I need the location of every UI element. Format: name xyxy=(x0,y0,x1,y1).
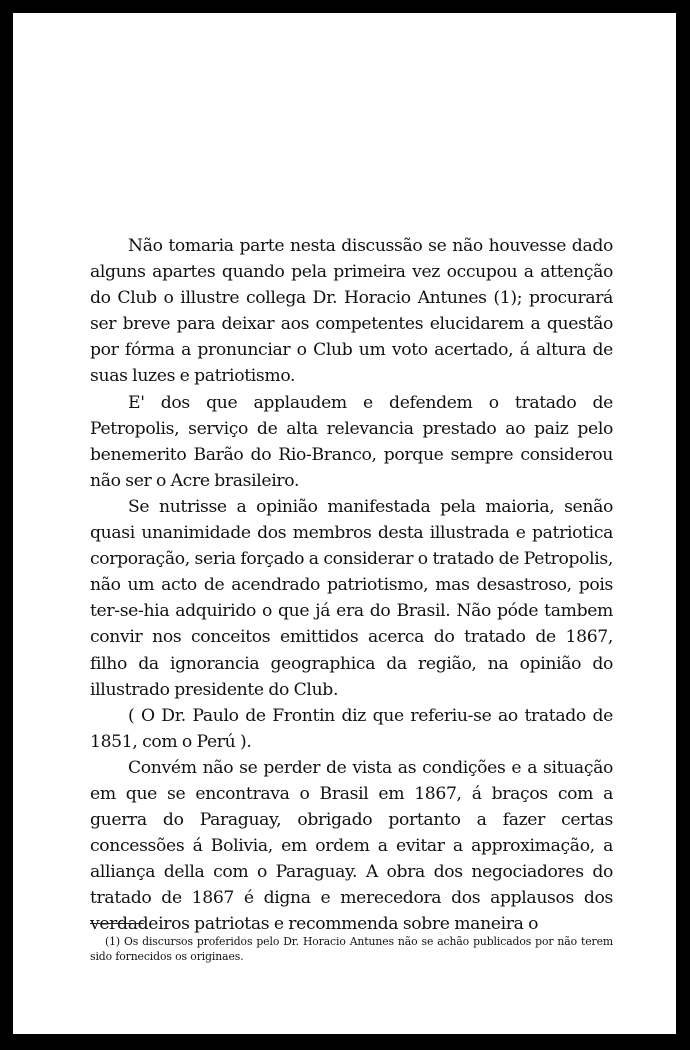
body-text xyxy=(90,233,613,938)
paragraph: Se nutrisse a opinião manifestada pela maioria, senão quasi unanimidade dos membros desta illustrada e patriotica corporação, seria forçado a considerar o tratado de Petropolis, não um acto de acendrado patriotismo, mas desastroso, pois ter-se-hia adquirido o que já era do Brasil. Não póde tambem convir nos conceitos emittidos acerca do tratado de 1867, filho da ignorancia geographica da região, na opinião do illustrado presidente do Club. xyxy=(90,496,613,700)
footnote-divider xyxy=(90,923,144,924)
footnote: (1) Os discursos proferidos pelo Dr. Horacio Antunes não se achão publicados por não terem sido fornecidos os originaes. xyxy=(90,935,613,963)
paragraph: E' dos que applaudem e defendem o tratado de Petropolis, serviço de alta relevancia prestado ao paiz pelo benemerito Barão do Rio-Branco, porque sempre considerou não ser o Acre brasileiro. xyxy=(90,392,613,491)
paragraph: Não tomaria parte nesta discussão se não houvesse dado alguns apartes quando pela primeira vez occupou a attenção do Club o illustre collega Dr. Horacio Antunes (1); procurará ser breve para deixar aos competentes elucidarem a questão por fórma a pronunciar o Club um voto acertado, á altura de suas luzes e patriotismo. xyxy=(90,236,613,387)
document-page xyxy=(13,13,676,1034)
paragraph: Convém não se perder de vista as condições e a situação em que se encontrava o Brasil em 1867, á braços com a guerra do Paraguay, obrigado portanto a fazer certas concessões á Bolivia, em ordem a evitar a approximação, a alliança della com o Paraguay. A obra dos negociadores do tratado de 1867 é digna e merecedora dos applausos dos verdadeiros patriotas e recommenda sobre maneira o xyxy=(90,757,613,935)
paragraph: ( O Dr. Paulo de Frontin diz que referiu-se ao tratado de 1851, com o Perú ). xyxy=(90,705,613,752)
